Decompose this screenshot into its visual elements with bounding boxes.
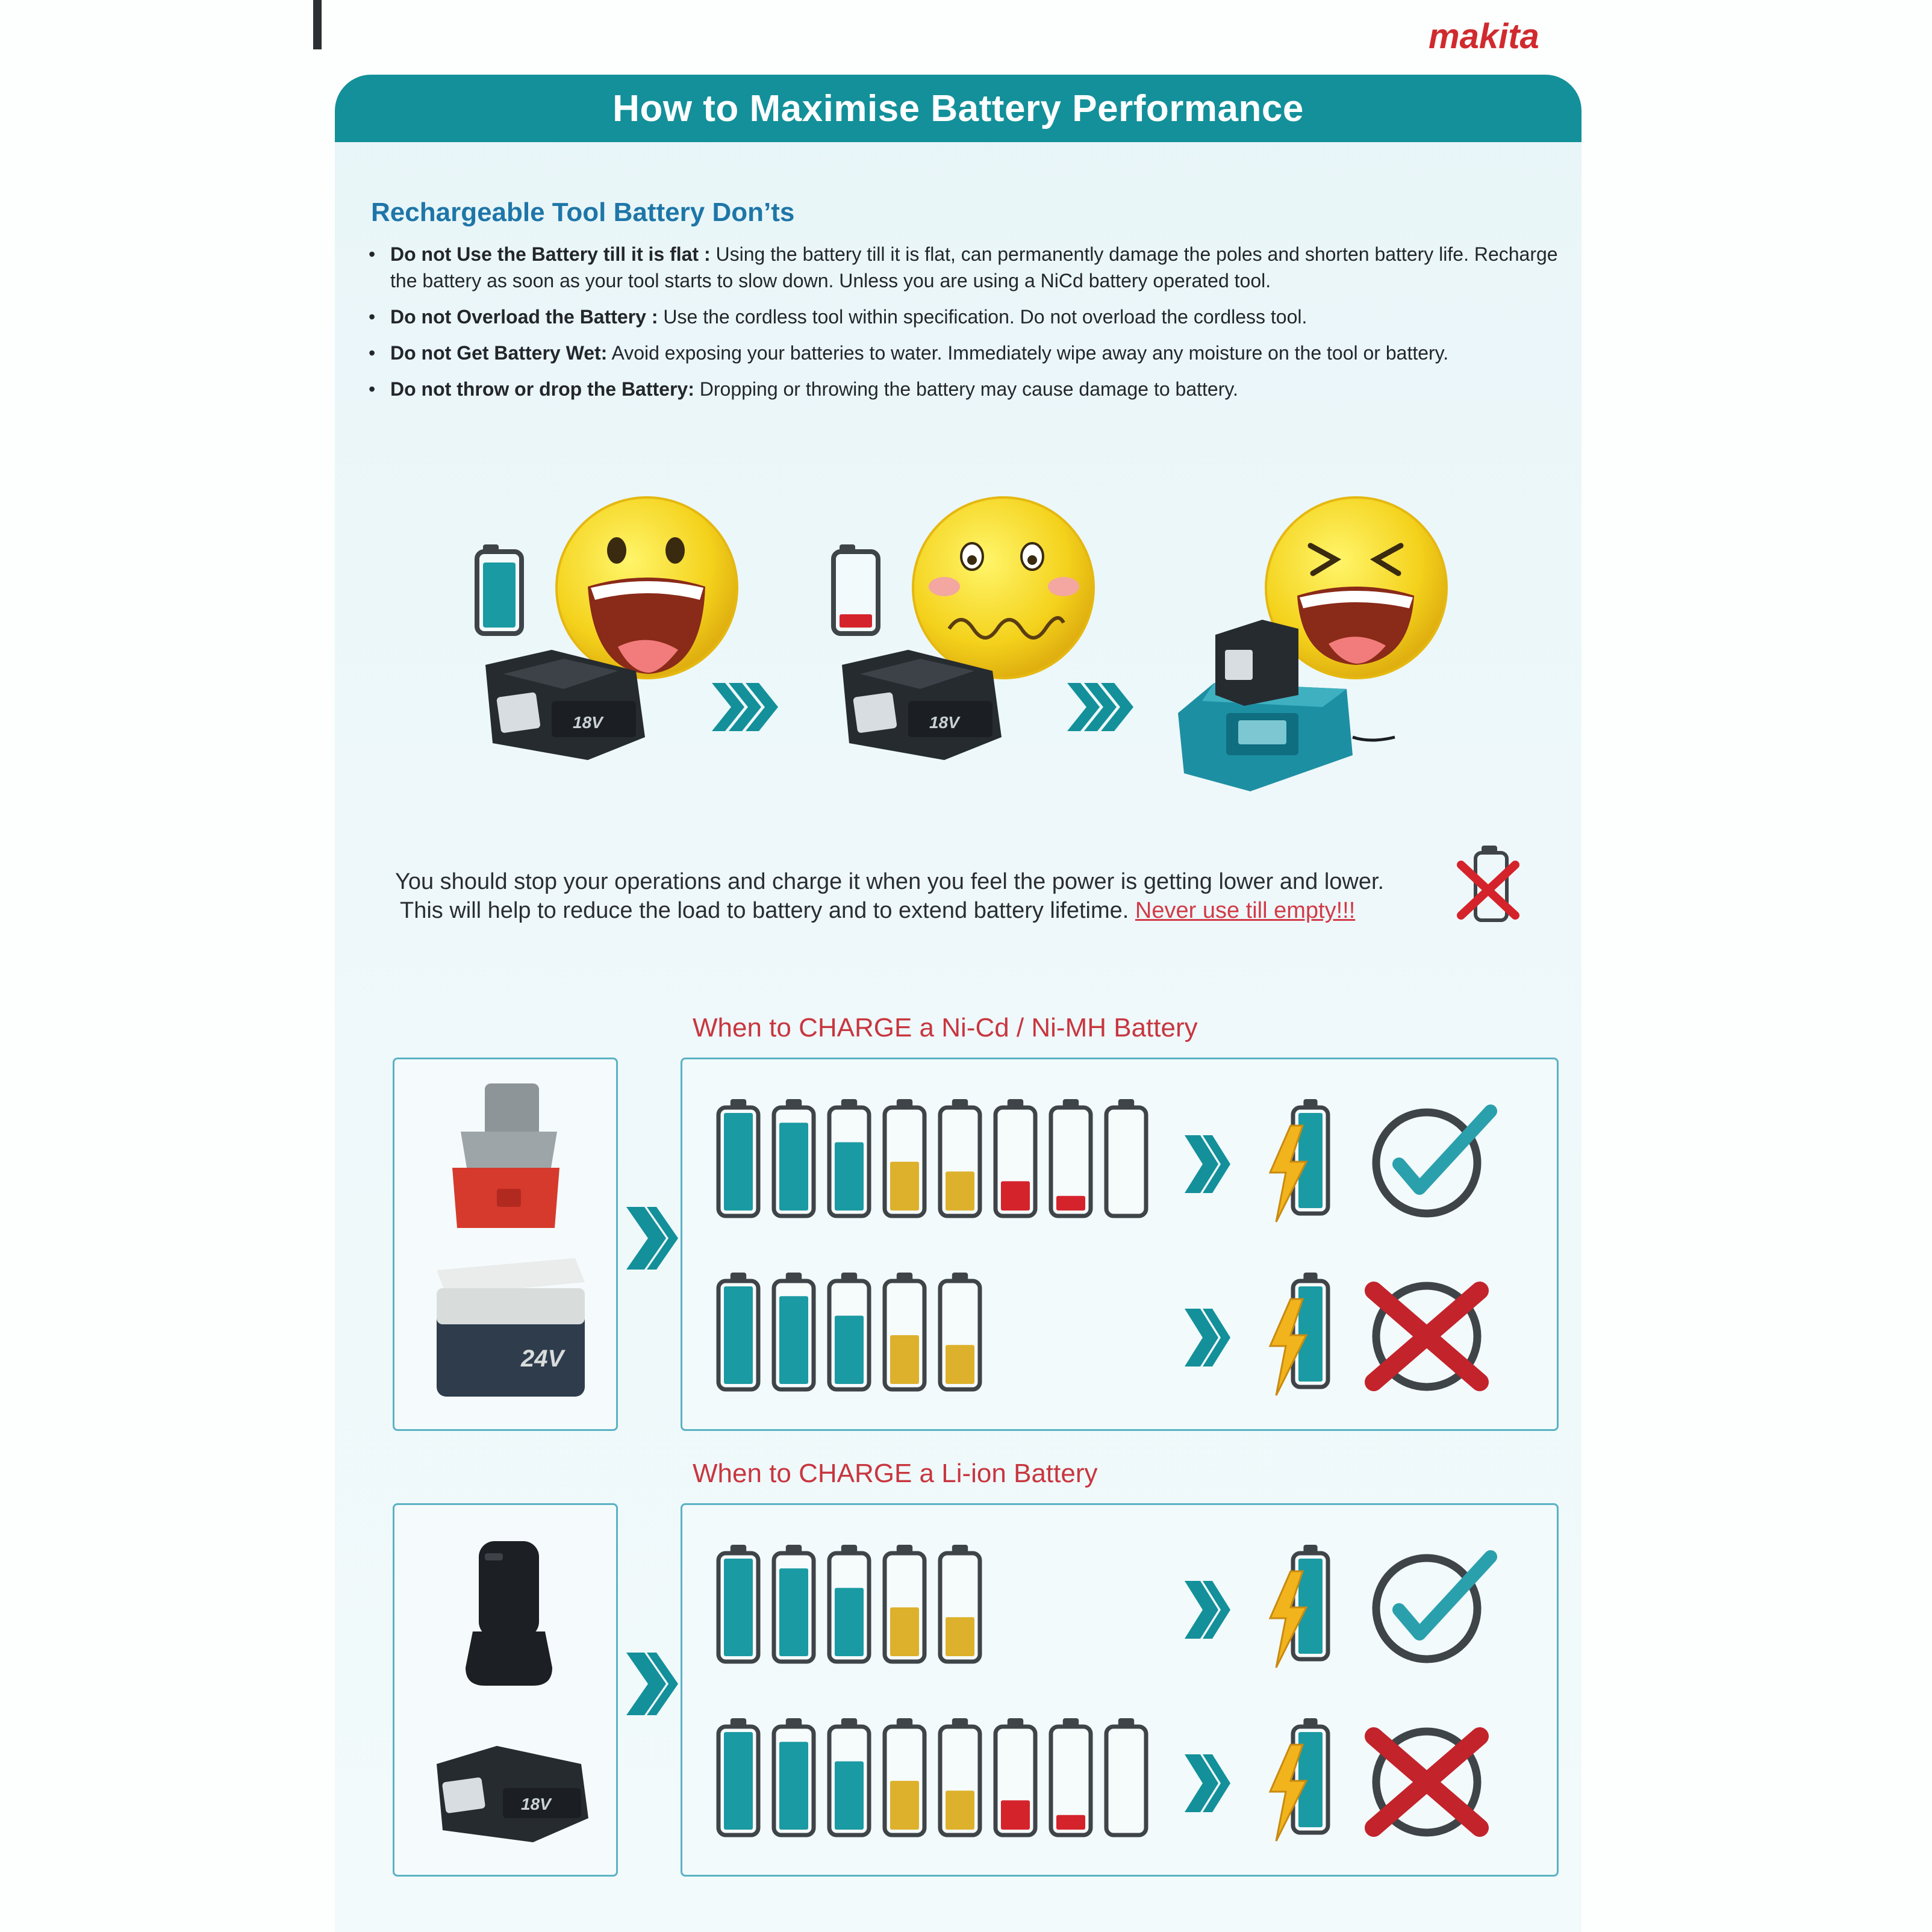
svg-text:18V: 18V <box>573 713 603 732</box>
nicd-battery-panel <box>393 1058 618 1431</box>
battery-level-icon <box>940 1099 980 1216</box>
donts-item: • Do not Overload the Battery : Use the cordless tool within specification. Do not overload the cordless tool. <box>369 304 1567 330</box>
corner-bar <box>313 0 322 49</box>
section-title-liion: When to CHARGE a Li-ion Battery <box>693 1459 1098 1488</box>
makita-logo <box>1427 11 1584 59</box>
battery-level-icon <box>718 1545 758 1662</box>
section-title-nicd: When to CHARGE a Ni-Cd / Ni-MH Battery <box>693 1013 1198 1042</box>
battery-level-icon <box>996 1099 1035 1216</box>
chevron-right-icon <box>1067 683 1133 731</box>
nicd-battery-image <box>437 1258 585 1397</box>
nicd-battery-images <box>394 1059 616 1429</box>
advice-line-2: This will help to reduce the load to battery and to extend battery lifetime. Never use till empty!!! <box>400 898 1356 923</box>
check-icon <box>1376 1557 1491 1659</box>
battery-level-icon <box>829 1099 869 1216</box>
chevron-right-icon <box>1185 1309 1230 1366</box>
content-card <box>335 75 1581 1932</box>
battery-level-icon <box>940 1545 980 1662</box>
battery-level-icon <box>885 1545 924 1662</box>
battery-level-icon <box>718 1718 758 1835</box>
nicd-levels-graphic <box>682 1059 1557 1429</box>
liion-battery-images <box>394 1505 616 1875</box>
svg-text:makita: makita <box>1429 17 1539 56</box>
nimh-battery-image <box>452 1083 559 1228</box>
donts-item: • Do not Get Battery Wet: Avoid exposing your batteries to water. Immediately wipe away any moisture on the tool or battery. <box>369 340 1567 366</box>
chevron-right-icon <box>1185 1135 1230 1193</box>
page-title: How to Maximise Battery Performance <box>612 87 1304 129</box>
battery-level-icon <box>1106 1718 1146 1835</box>
battery-level-icon <box>885 1718 924 1835</box>
battery-level-icon <box>1051 1718 1091 1835</box>
cross-icon <box>1374 1731 1480 1833</box>
battery-level-icon <box>774 1545 814 1662</box>
advice-line-1: You should stop your operations and charge it when you feel the power is getting lower and lower. <box>395 869 1385 894</box>
battery-level-icon <box>1051 1099 1091 1216</box>
liion-slide-battery-image <box>466 1541 552 1686</box>
svg-text:18V: 18V <box>929 713 959 732</box>
battery-level-icon <box>1106 1099 1146 1216</box>
chevron-right-icon <box>1185 1754 1230 1812</box>
svg-text:24V: 24V <box>521 1345 564 1372</box>
chevron-right-icon <box>712 683 778 731</box>
liion-levels-graphic <box>682 1505 1557 1875</box>
battery-level-icon <box>829 1545 869 1662</box>
battery-level-icon <box>829 1273 869 1389</box>
battery-level-icon <box>885 1273 924 1389</box>
chevron-right-icon <box>626 1649 681 1721</box>
worried-face-icon <box>913 497 1094 678</box>
chevron-right-icon <box>626 1203 681 1276</box>
battery-level-icon <box>1293 1545 1328 1659</box>
chevron-right-icon <box>1185 1581 1230 1639</box>
battery-level-icon <box>774 1099 814 1216</box>
liion-pack-battery-image <box>437 1746 588 1842</box>
battery-level-icon <box>774 1273 814 1389</box>
battery-level-icon <box>940 1718 980 1835</box>
battery-level-icon <box>1293 1718 1328 1833</box>
donts-item: • Do not Use the Battery till it is flat : Using the battery till it is flat, can permanently damage the poles and shorten battery life. Recharge the battery as soon as your tool starts to slow down. Unless you are using a NiCd battery operated tool. <box>369 241 1567 294</box>
battery-level-icon <box>718 1099 758 1216</box>
donts-item: • Do not throw or drop the Battery: Dropping or throwing the battery may cause damage to battery. <box>369 376 1567 402</box>
warning-link: Never use till empty!!! <box>1135 898 1356 923</box>
liion-battery-panel <box>393 1503 618 1877</box>
donts-title: Rechargeable Tool Battery Don’ts <box>371 198 795 227</box>
battery-full-icon <box>477 544 522 634</box>
check-icon <box>1376 1111 1491 1214</box>
advice-text <box>395 867 1539 925</box>
battery-level-icon <box>940 1273 980 1389</box>
battery-level-icon <box>996 1718 1035 1835</box>
battery-level-icon <box>829 1718 869 1835</box>
illustration-sequence <box>335 75 1581 858</box>
liion-levels-panel <box>681 1503 1559 1877</box>
cross-icon <box>1374 1286 1480 1387</box>
nicd-levels-panel <box>681 1058 1559 1431</box>
battery-level-icon <box>1293 1099 1328 1214</box>
svg-text:18V: 18V <box>521 1795 551 1813</box>
happy-face-icon <box>556 497 737 678</box>
battery-level-icon <box>885 1099 924 1216</box>
battery-level-icon <box>1293 1273 1328 1387</box>
battery-level-icon <box>774 1718 814 1835</box>
battery-low-icon <box>834 544 878 634</box>
battery-level-icon <box>718 1273 758 1389</box>
